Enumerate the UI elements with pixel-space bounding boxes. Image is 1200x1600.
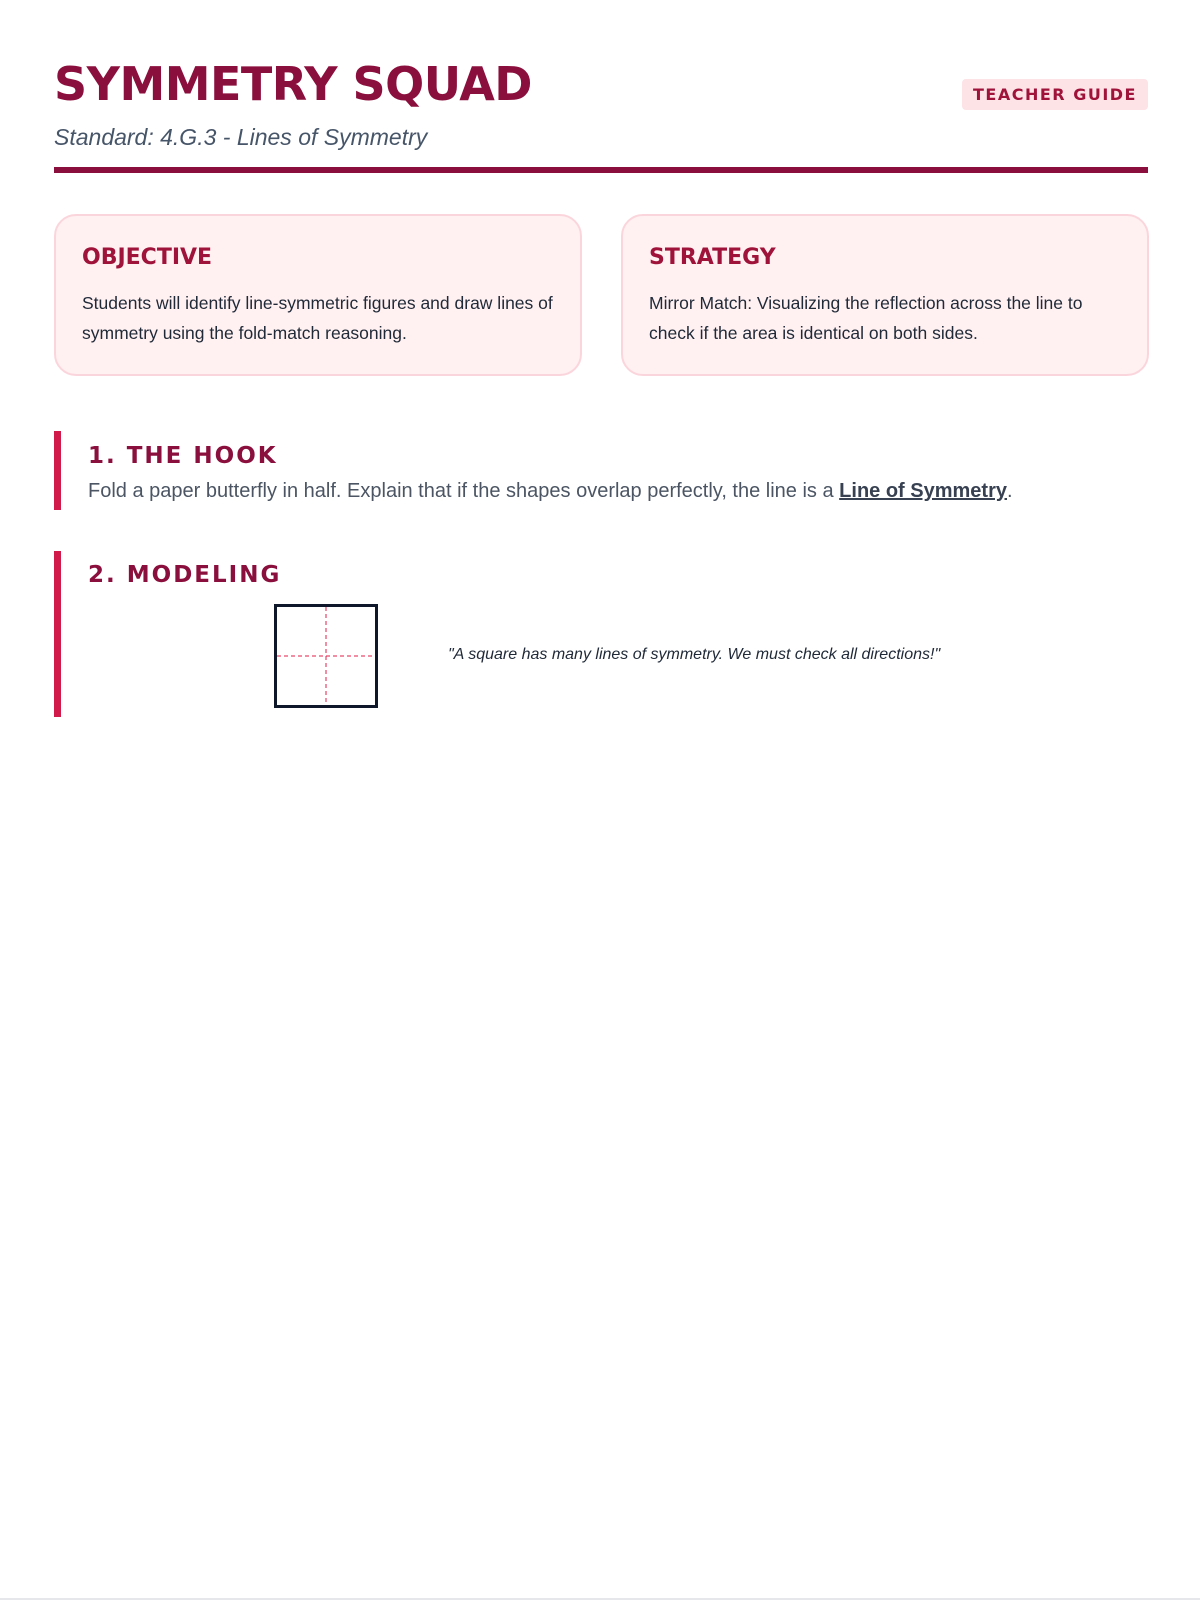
standard-subtitle: Standard: 4.G.3 - Lines of Symmetry bbox=[54, 124, 428, 150]
hook-text-after: . bbox=[1007, 480, 1013, 502]
strategy-text: Mirror Match: Visualizing the reflection across the line to check if the area is identical on both sides. bbox=[649, 293, 1083, 343]
objective-heading: OBJECTIVE bbox=[82, 245, 213, 270]
hook-text-before: Fold a paper butterfly in half. Explain that if the shapes overlap perfectly, the line is a bbox=[88, 480, 840, 502]
strategy-card bbox=[621, 214, 1149, 376]
page-title: SYMMETRY SQUAD bbox=[54, 57, 532, 111]
hook-text bbox=[88, 477, 1013, 505]
modeling-section bbox=[54, 551, 1155, 717]
header-divider bbox=[54, 167, 1148, 173]
modeling-quote: "A square has many lines of symmetry. We must check all directions!" bbox=[448, 646, 941, 663]
hook-heading: 1. THE HOOK bbox=[88, 443, 278, 469]
teacher-guide-page bbox=[54, 0, 1148, 663]
modeling-heading: 2. MODELING bbox=[88, 562, 282, 588]
hook-section bbox=[54, 431, 1155, 510]
teacher-guide-badge: TEACHER GUIDE bbox=[962, 79, 1148, 110]
objective-card bbox=[54, 214, 582, 376]
strategy-heading: STRATEGY bbox=[649, 245, 776, 270]
line-of-symmetry-term: Line of Symmetry bbox=[839, 480, 1007, 502]
square-symmetry-icon bbox=[274, 604, 378, 708]
page-header bbox=[54, 0, 1148, 175]
objective-text: Students will identify line-symmetric figures and draw lines of symmetry using the fold-match reasoning. bbox=[82, 293, 553, 343]
summary-cards bbox=[54, 214, 1148, 378]
